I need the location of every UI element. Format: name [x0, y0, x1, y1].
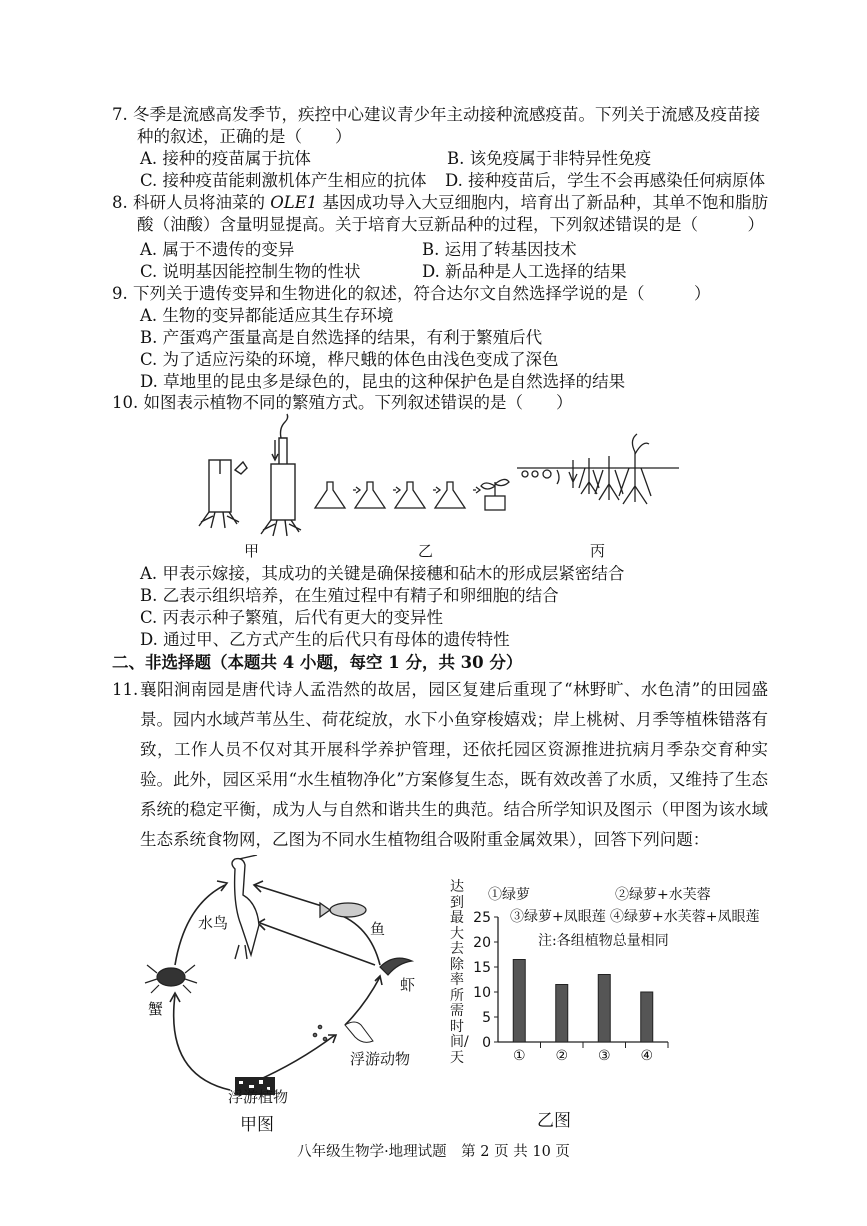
label-shrimp: 虾 [400, 976, 416, 994]
q10-label-bing: 丙 [590, 542, 606, 560]
x-tick-label: ② [555, 1048, 569, 1064]
q8-stem-line1 [112, 192, 768, 214]
bar-group-4 [641, 992, 653, 1042]
seed-germination-illustration [517, 434, 679, 504]
bar-group-3 [598, 975, 610, 1043]
bar-chart-caption: 乙图 [537, 1111, 571, 1131]
arrow-shrimp-to-bird [260, 923, 375, 965]
y-tick-label: 10 [473, 985, 491, 1001]
q8-stem-line2: 酸（油酸）含量明显提高。关于培育大豆新品种的过程，下列叙述错误的是（ ） [137, 215, 764, 234]
legend-item-2: ②绿萝+水芙蓉 [615, 887, 711, 903]
label-phytoplankton: 浮游植物 [228, 1088, 289, 1106]
q10-option-a: A. 甲表示嫁接，其成功的关键是确保接穗和砧木的形成层紧密结合 [140, 564, 625, 583]
bar-group-1 [513, 960, 525, 1043]
q8-option-c: C. 说明基因能控制生物的性状 [140, 262, 361, 281]
grafting-illustration [199, 414, 301, 536]
arrow-phyto-to-crab [174, 995, 230, 1090]
q11-passage: 襄阳涧南园是唐代诗人孟浩然的故居，园区复建后重现了“林野旷、水色清”的田园盛景。园内水域芦苇丛生、荷花绽放，水下小鱼穿梭嬉戏；岸上桃树、月季等植株错落有致，工作人员不仅对其开展科学养护管理，还依托园区资源推进抗病月季杂交育种实验。此外，园区采用“水生植物净化”方案修复生态，既有效改善了水质，又维持了生态系统的稳定平衡，成为人与自然和谐共生的典范。结合所学知识及图示（甲图为该水域生态系统食物网，乙图为不同水生植物组合吸附重金属效果），回答下列问题： [140, 680, 768, 849]
q9-option-a: A. 生物的变异都能适应其生存环境 [140, 306, 394, 325]
zooplankton-illustration [313, 1022, 373, 1042]
q8-gene-name: OLE1 [270, 193, 318, 212]
label-zooplankton: 浮游动物 [350, 1050, 411, 1068]
legend-item-1: ①绿萝 [488, 887, 530, 903]
y-tick-label: 20 [473, 935, 491, 951]
y-tick-label: 25 [473, 910, 491, 926]
q7-option-c: C. 接种疫苗能刺激机体产生相应的抗体 [140, 171, 427, 190]
q10-label-jia: 甲 [244, 542, 260, 560]
q10-option-c: C. 丙表示种子繁殖，后代有更大的变异性 [140, 608, 444, 627]
label-bird: 水鸟 [198, 914, 229, 932]
q10-option-d: D. 通过甲、乙方式产生的后代只有母体的遗传特性 [140, 630, 510, 649]
crab-illustration [145, 965, 197, 993]
fish-illustration [320, 903, 366, 917]
q7-stem-line1: 7. 冬季是流感高发季节，疾控中心建议青少年主动接种流感疫苗。下列关于流感及疫苗接 [112, 105, 760, 124]
chart-y-axis-label: 达到最大去除率所需时间/天 [450, 879, 469, 1066]
page-footer: 八年级生物学·地理试题 第 2 页 共 10 页 [297, 1144, 570, 1160]
section-two-heading: 二、非选择题（本题共 4 小题，每空 1 分，共 30 分） [112, 653, 523, 672]
y-tick-label: 0 [482, 1035, 491, 1051]
q9-stem: 9. 下列关于遗传变异和生物进化的叙述，符合达尔文自然选择学说的是（ ） [112, 284, 711, 303]
chart-note: 注:各组植物总量相同 [538, 933, 669, 949]
q8-option-d: D. 新品种是人工选择的结果 [422, 262, 627, 281]
q8-stem-post: 基因成功导入大豆细胞内，培育出了新品种，其单不饱和脂肪 [317, 193, 769, 212]
q11-number: 11. [112, 680, 139, 699]
y-tick-label: 5 [482, 1010, 491, 1026]
q8-option-a: A. 属于不遗传的变异 [140, 240, 295, 259]
q10-propagation-figure [195, 412, 695, 562]
arrow-fish-to-bird [255, 885, 325, 907]
heavy-metal-bar-chart [470, 905, 670, 1075]
q9-option-c: C. 为了适应污染的环境，桦尺蛾的体色由浅色变成了深色 [140, 350, 559, 369]
x-tick-label: ③ [597, 1048, 611, 1064]
q7-option-b: B. 该免疫属于非特异性免疫 [447, 149, 652, 168]
label-crab: 蟹 [148, 1000, 164, 1018]
tissue-culture-illustration [315, 479, 509, 510]
q9-option-d: D. 草地里的昆虫多是绿色的，昆虫的这种保护色是自然选择的结果 [140, 372, 626, 391]
legend-item-4: ④绿萝+水芙蓉+凤眼莲 [610, 909, 760, 925]
q8-option-b: B. 运用了转基因技术 [422, 240, 577, 259]
y-tick-label: 15 [473, 960, 491, 976]
q10-stem: 10. 如图表示植物不同的繁殖方式。下列叙述错误的是（ ） [112, 393, 573, 412]
q7-option-a: A. 接种的疫苗属于抗体 [140, 149, 311, 168]
q8-stem-pre: 8. 科研人员将油菜的 [112, 193, 271, 212]
arrow-zoo-to-shrimp [345, 977, 380, 1025]
legend-item-3: ③绿萝+凤眼莲 [510, 909, 606, 925]
q10-option-b: B. 乙表示组织培养，在生殖过程中有精子和卵细胞的结合 [140, 586, 559, 605]
heron-illustration [232, 855, 259, 959]
q7-option-d: D. 接种疫苗后，学生不会再感染任何病原体 [445, 171, 766, 190]
shrimp-illustration [380, 958, 412, 975]
q9-option-b: B. 产蛋鸡产蛋量高是自然选择的结果，有利于繁殖后代 [140, 328, 543, 347]
x-tick-label: ① [512, 1048, 526, 1064]
x-tick-label: ④ [640, 1048, 654, 1064]
q7-stem-line2: 种的叙述，正确的是（ ） [137, 127, 352, 146]
bar-group-2 [556, 985, 568, 1043]
q10-label-yi: 乙 [418, 542, 434, 560]
food-web-caption: 甲图 [240, 1115, 274, 1135]
food-web-diagram [135, 855, 435, 1125]
label-fish: 鱼 [370, 920, 386, 938]
